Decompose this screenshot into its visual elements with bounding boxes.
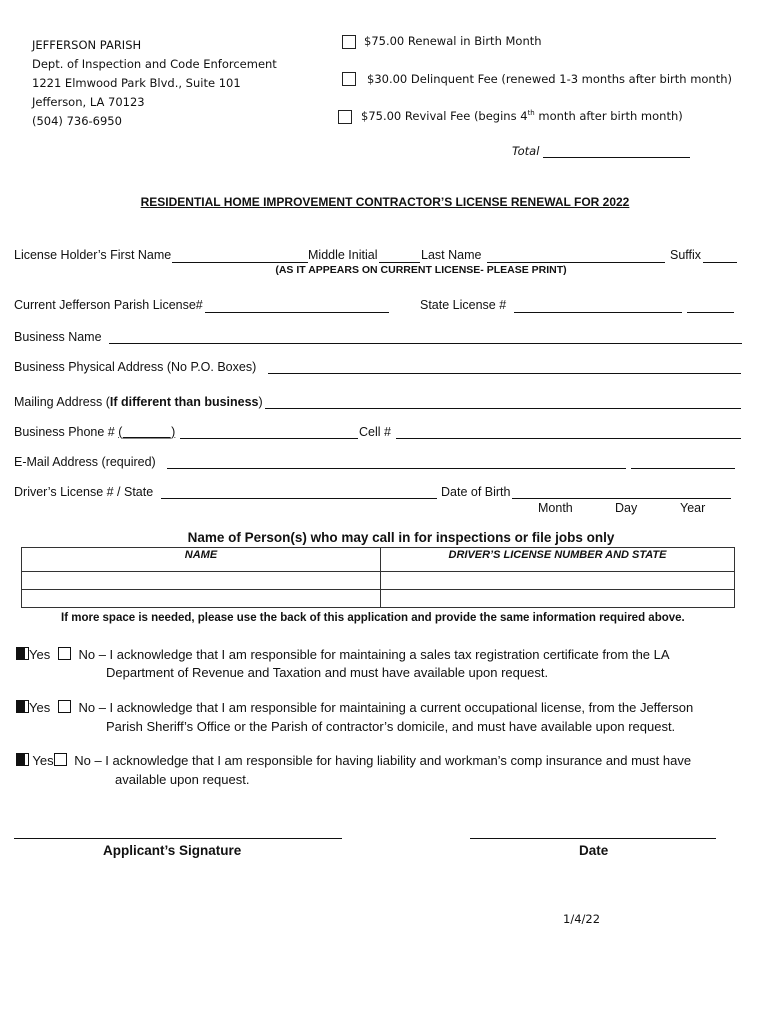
last-name-label: Last Name [421,248,482,262]
agency-street: 1221 Elmwood Park Blvd., Suite 101 [32,76,241,90]
physical-address-label: Business Physical Address (No P.O. Boxes) [14,360,257,374]
total-field[interactable] [543,157,690,158]
last-name-field[interactable] [487,262,665,263]
acknowledgement-sales-tax [16,646,670,664]
dob-day-label: Day [615,501,638,515]
delinquent-fee-checkbox[interactable] [342,72,356,86]
table-row [22,572,735,590]
agency-phone: (504) 736-6950 [32,114,122,128]
person-name-cell[interactable] [22,572,381,590]
email-field[interactable] [167,468,626,469]
mailing-address-label: Mailing Address (If different than business) [14,395,263,409]
insurance-statement-continued: available upon request. [115,772,250,787]
state-license-field[interactable] [514,312,682,313]
mailing-address-field[interactable] [265,408,741,409]
name-column-header: NAME [22,548,381,572]
person-license-cell[interactable] [381,590,735,608]
revival-fee-label: $75.00 Revival Fee (begins 4th month after birth month) [361,109,683,123]
date-label: Date [579,843,609,858]
first-name-field[interactable] [172,262,308,263]
renewal-fee-checkbox[interactable] [342,35,356,49]
persons-table-header-row [22,548,735,572]
license-column-header: DRIVER’S LICENSE NUMBER AND STATE [381,548,735,572]
dob-label: Date of Birth [441,485,511,499]
date-field[interactable] [470,838,716,839]
no-checkbox-occupational-license[interactable] [58,700,71,713]
email-field-extra[interactable] [631,468,735,469]
more-space-note: If more space is needed, please use the back of this application and provide the same information required above. [61,612,685,624]
total-label: Total [512,144,540,158]
yes-label: Yes [29,700,51,715]
agency-city: Jefferson, LA 70123 [32,95,145,109]
jp-license-label: Current Jefferson Parish License# [14,298,203,312]
persons-table-heading: Name of Person(s) who may call in for inspections or file jobs only [187,530,615,545]
dob-field[interactable] [512,498,731,499]
suffix-label: Suffix [670,248,702,262]
acknowledgement-occupational-license [16,699,693,717]
signature-label: Applicant’s Signature [103,843,242,858]
drivers-license-field[interactable] [161,498,437,499]
no-checkbox-insurance[interactable] [54,753,67,766]
suffix-field[interactable] [703,262,737,263]
yes-checkbox-occupational-license[interactable] [16,700,29,713]
business-name-label: Business Name [14,330,102,344]
no-checkbox-sales-tax[interactable] [58,647,71,660]
acknowledgement-insurance [16,752,691,770]
occupational-license-statement-continued: Parish Sheriff’s Office or the Parish of contractor’s domicile, and must have available upon request. [106,719,676,734]
yes-checkbox-insurance[interactable] [16,753,29,766]
email-label: E-Mail Address (required) [14,455,156,469]
cell-label: Cell # [359,425,391,439]
yes-label: Yes [29,647,51,662]
name-note: (AS IT APPEARS ON CURRENT LICENSE- PLEASE PRINT) [275,264,567,276]
sales-tax-statement: No – I acknowledge that I am responsible for maintaining a sales tax registration certificate from the LA [78,647,670,662]
person-name-cell[interactable] [22,590,381,608]
occupational-license-statement: No – I acknowledge that I am responsible for maintaining a current occupational license, from the Jefferson [78,700,694,715]
dob-year-label: Year [680,501,706,515]
middle-initial-field[interactable] [379,262,420,263]
revival-fee-checkbox[interactable] [338,110,352,124]
cell-field[interactable] [396,438,741,439]
state-license-label: State License # [420,298,507,312]
drivers-license-label: Driver’s License # / State [14,485,154,499]
state-license-suffix-field[interactable] [687,312,734,313]
yes-checkbox-sales-tax[interactable] [16,647,29,660]
revision-date: 1/4/22 [563,912,601,926]
dob-month-label: Month [538,501,573,515]
physical-address-field[interactable] [268,373,741,374]
jp-license-field[interactable] [205,312,389,313]
business-phone-field[interactable] [180,438,358,439]
form-title: RESIDENTIAL HOME IMPROVEMENT CONTRACTOR’S LICENSE RENEWAL FOR 2022 [140,195,630,209]
business-phone-label: Business Phone # (_______) [14,425,176,439]
agency-department: Dept. of Inspection and Code Enforcement [32,57,277,71]
persons-table [21,547,735,608]
agency-name: JEFFERSON PARISH [32,38,142,52]
business-name-field[interactable] [109,343,742,344]
delinquent-fee-label: $30.00 Delinquent Fee (renewed 1-3 months after birth month) [367,72,733,86]
agency-address [32,36,277,131]
person-license-cell[interactable] [381,572,735,590]
table-row [22,590,735,608]
insurance-statement: No – I acknowledge that I am responsible for having liability and workman’s comp insurance and must have [74,753,692,768]
first-name-label: License Holder’s First Name [14,248,172,262]
middle-initial-label: Middle Initial [308,248,378,262]
sales-tax-statement-continued: Department of Revenue and Taxation and must have available upon request. [106,665,549,680]
yes-label: Yes [32,753,54,768]
renewal-fee-label: $75.00 Renewal in Birth Month [364,34,542,48]
signature-field[interactable] [14,838,342,839]
